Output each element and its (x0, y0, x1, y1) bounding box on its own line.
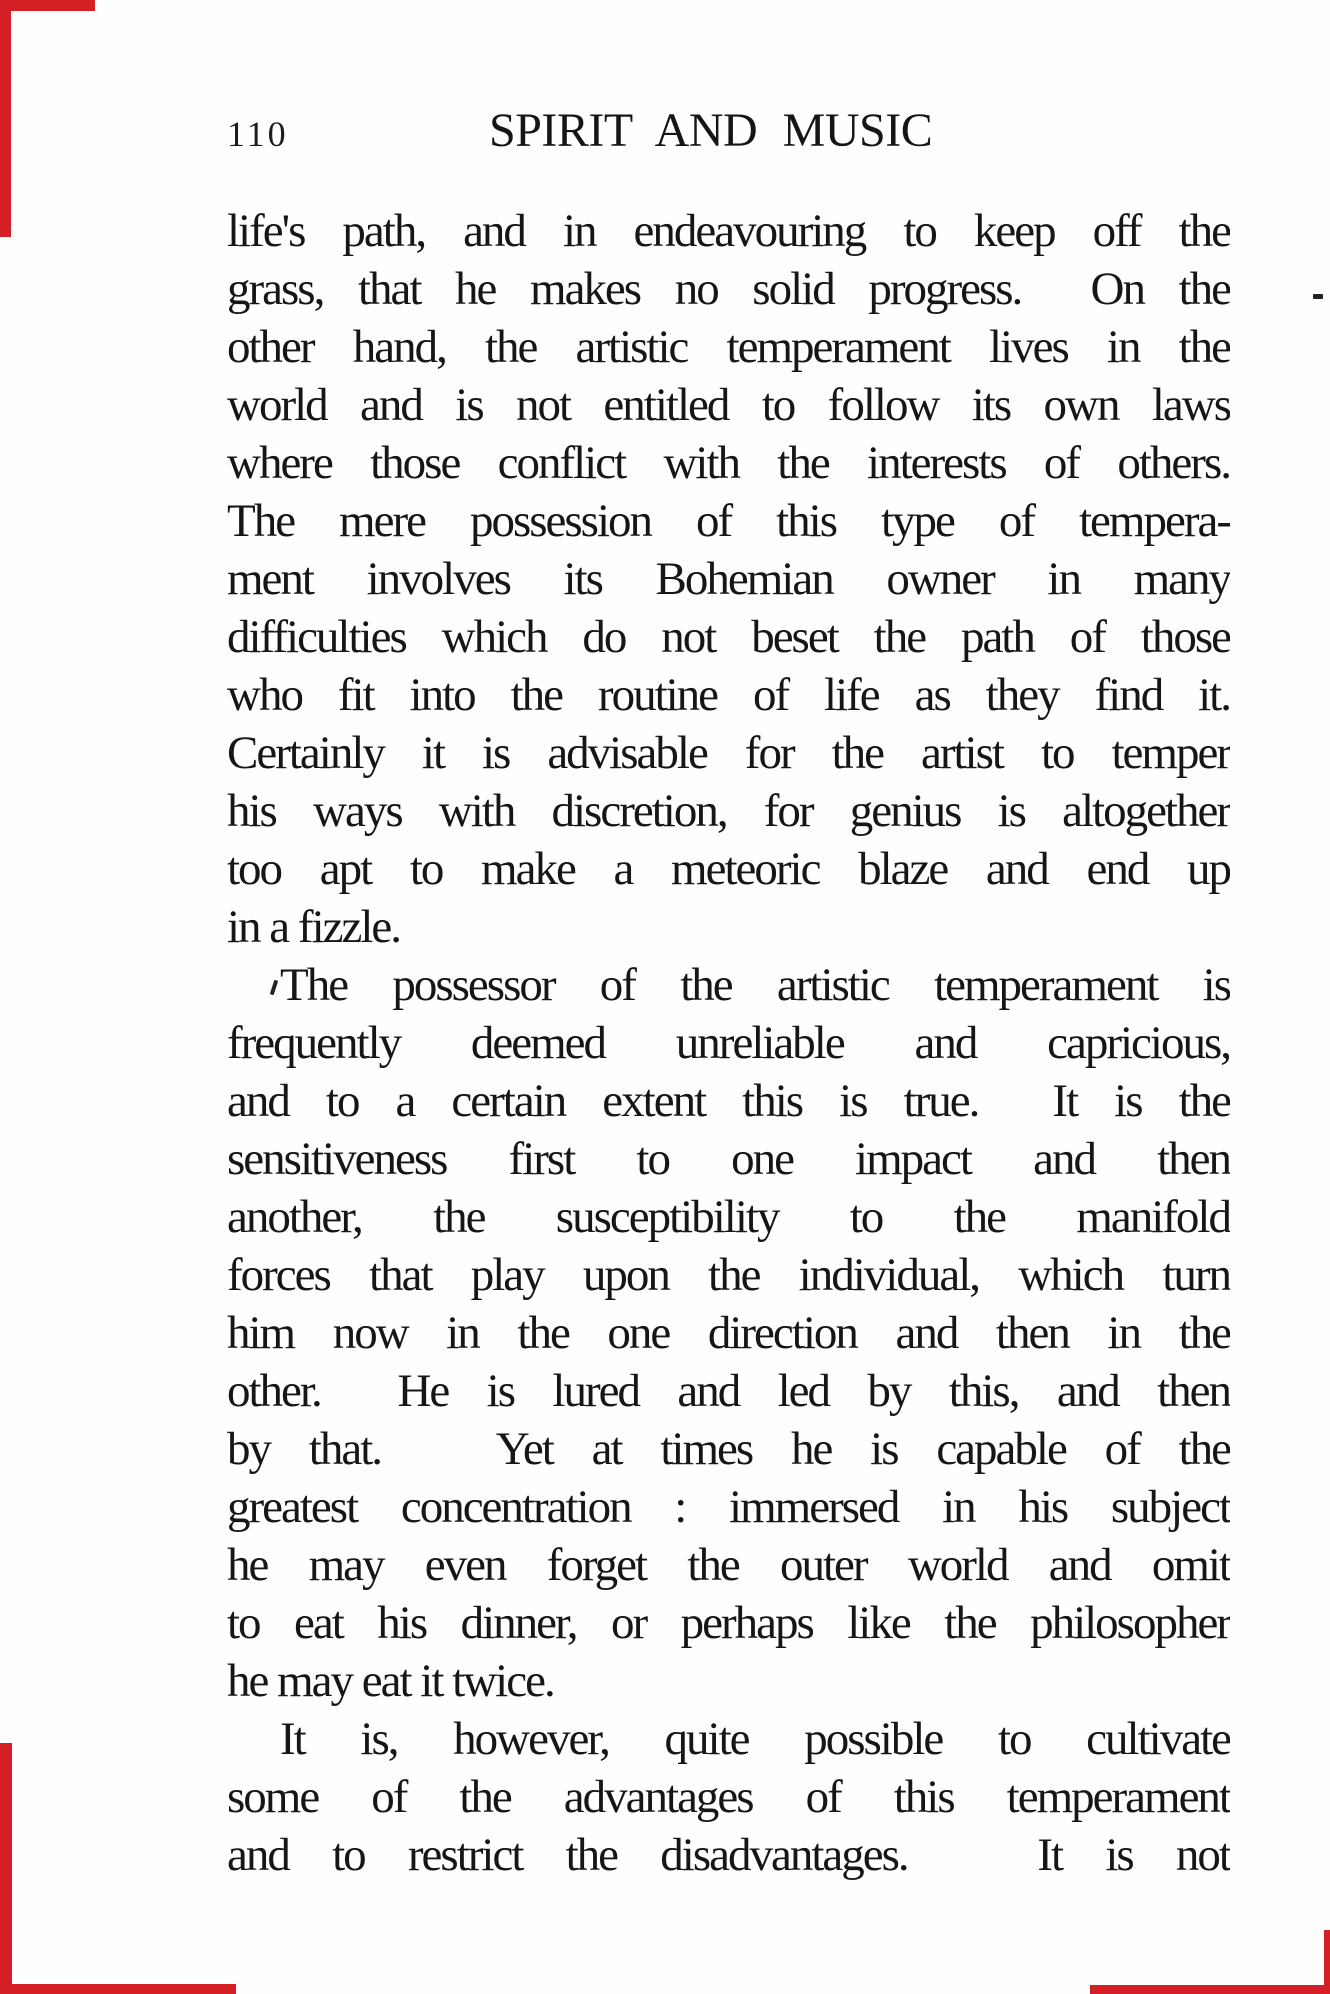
text-line: some of the advantages of this temperament (227, 1771, 1230, 1823)
text-line: too apt to make a meteoric blaze and end up (227, 843, 1230, 895)
text-line: world and is not entitled to follow its own laws (227, 379, 1230, 431)
text-line: another, the susceptibility to the manifold (227, 1191, 1230, 1243)
text-line: to eat his dinner, or perhaps like the philosopher (227, 1597, 1230, 1649)
text-line: and to restrict the disadvantages. It is not (227, 1829, 1230, 1881)
text-line: he may eat it twice. (227, 1655, 554, 1707)
text-line: in a fizzle. (227, 901, 401, 953)
text-line: frequently deemed unreliable and capricious, (227, 1017, 1230, 1069)
text-line: by that. Yet at times he is capable of the (227, 1423, 1230, 1475)
text-line: other. He is lured and led by this, and then (227, 1365, 1230, 1417)
text-line: grass, that he makes no solid progress. On the (227, 263, 1230, 315)
text-line: other hand, the artistic temperament lives in the (227, 321, 1230, 373)
text-line: forces that play upon the individual, which turn (227, 1249, 1230, 1301)
scan-edge-mark (0, 0, 11, 237)
text-line: difficulties which do not beset the path of those (227, 611, 1230, 663)
text-line: sensitiveness first to one impact and then (227, 1133, 1230, 1185)
scan-edge-mark (0, 1984, 236, 1994)
text-line: Certainly it is advisable for the artist to temper (227, 727, 1230, 779)
scan-edge-mark (0, 1743, 12, 1994)
scan-edge-mark (1324, 1930, 1330, 1994)
text-line: The possessor of the artistic temperament is (280, 959, 1230, 1011)
text-line: and to a certain extent this is true. It is the (227, 1075, 1230, 1127)
text-line: his ways with discretion, for genius is altogether (227, 785, 1230, 837)
page-number: 110 (227, 114, 289, 154)
text-line: him now in the one direction and then in the (227, 1307, 1230, 1359)
scan-edge-mark (1090, 1985, 1330, 1994)
text-line: greatest concentration : immersed in his subject (227, 1481, 1230, 1533)
text-line: life's path, and in endeavouring to keep off the (227, 205, 1230, 257)
text-line: The mere possession of this type of tempera- (227, 495, 1230, 547)
scan-edge-mark (0, 0, 95, 11)
text-line: where those conflict with the interests of others. (227, 437, 1230, 489)
ink-speckle (1313, 294, 1323, 299)
body-text (227, 202, 1230, 1884)
text-line: who fit into the routine of life as they find it. (227, 669, 1230, 721)
running-title: SPIRIT AND MUSIC (489, 104, 933, 157)
text-line: ment involves its Bohemian owner in many (227, 553, 1230, 605)
text-line: he may even forget the outer world and omit (227, 1539, 1230, 1591)
text-line: It is, however, quite possible to cultivate (280, 1713, 1230, 1765)
